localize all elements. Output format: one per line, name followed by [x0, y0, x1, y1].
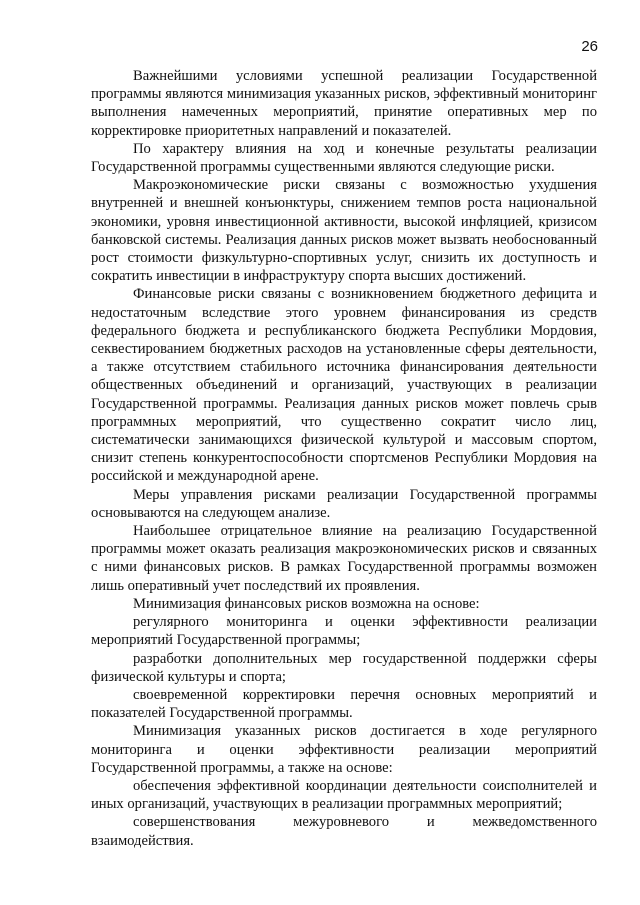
list-item-adjustment: своевременной корректировки перечня основных мероприятий и показателей Государственной программы. — [91, 686, 597, 722]
paragraph-risk-management: Меры управления рисками реализации Государственной программы основываются на следующем анализе. — [91, 486, 597, 521]
paragraph-risk-minimization: Минимизация указанных рисков достигается в ходе регулярного мониторинга и оценки эффективности реализации мероприятий Государственной программы, а также на основе: — [91, 723, 597, 776]
list-item-interaction: совершенствования межуровневого и межведомственного взаимодействия. — [91, 814, 597, 849]
list-item-monitoring: регулярного мониторинга и оценки эффективности реализации мероприятий Государственной программы; — [91, 614, 597, 649]
paragraph-financial-minimization: Минимизация финансовых рисков возможна на основе: — [133, 595, 480, 612]
paragraph-greatest-impact: Наибольшее отрицательное влияние на реализацию Государственной программы может оказать реализация макроэкономических рисков и связанных с ними финансовых рисков. В рамках Государственной программы возможен лишь оперативный учет последствий их проявления. — [91, 523, 597, 594]
document-body — [91, 67, 597, 850]
paragraph-financial-risks: Финансовые риски связаны с возникновением бюджетного дефицита и недостаточным вследствие этого уровнем финансирования из средств федерального бюджета и республиканского бюджета Республики Мордовия, секвестированием бюджетных расходов на установленные сферы деятельности, а также отсутствием стабильного источника финансирования деятельности общественных объединений и организаций, участвующих в реализации Государственной программы. Реализация данных рисков может повлечь срыв программных мероприятий, что существенно сократит число лиц, систематически занимающихся физической культурой и массовым спортом, снизит степень конкурентоспособности спортсменов Республики Мордовия на российской и международной арене. — [91, 286, 597, 485]
list-item-support-measures: разработки дополнительных мер государственной поддержки сферы физической культуры и спорта; — [91, 650, 597, 685]
list-item-coordination: обеспечения эффективной координации деятельности соисполнителей и иных организаций, участвующих в реализации программных мероприятий; — [91, 777, 597, 813]
paragraph-macroeconomic-risks: Макроэкономические риски связаны с возможностью ухудшения внутренней и внешней конъюнктуры, снижением темпов роста национальной экономики, уровня инвестиционной активности, высокой инфляцией, кризисом банковской системы. Реализация данных рисков может вызвать необоснованный рост стоимости физкультурно-спортивных услуг, снизить их доступность и сократить инвестиции в инфраструктуру спорта высших достижений. — [91, 177, 597, 285]
page-number: 26 — [581, 38, 598, 55]
paragraph-success-conditions: Важнейшими условиями успешной реализации Государственной программы являются минимизация указанных рисков, эффективный мониторинг выполнения намеченных мероприятий, принятие оперативных мер по корректировке приоритетных направлений и показателей. — [91, 68, 597, 139]
paragraph-risk-intro: По характеру влияния на ход и конечные результаты реализации Государственной программы существенными являются следующие риски. — [91, 140, 597, 176]
